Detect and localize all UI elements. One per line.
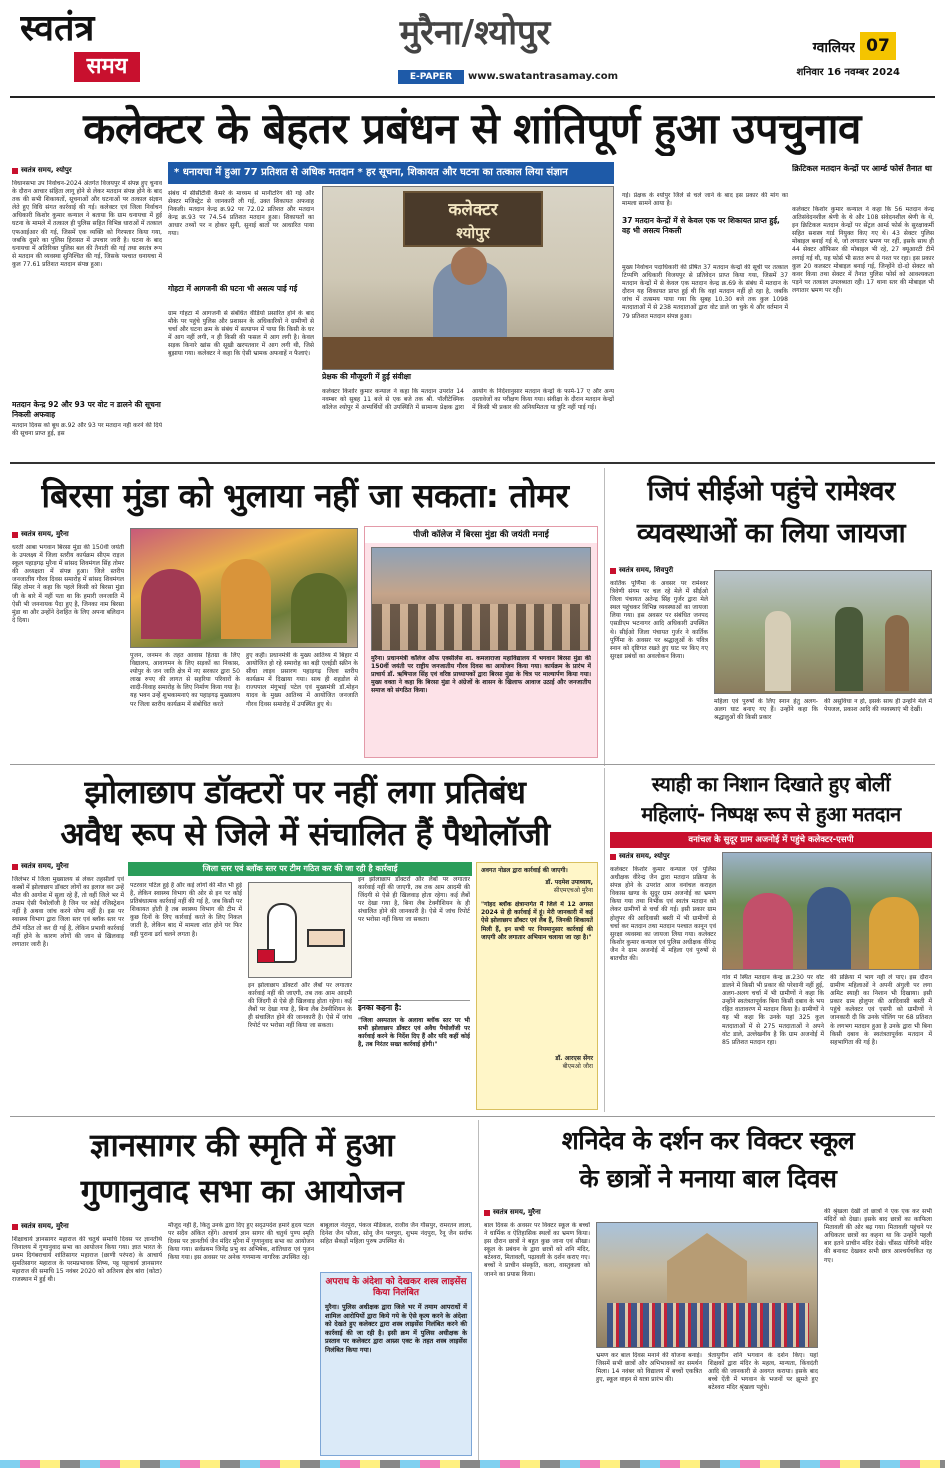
main-col4: गई। प्रेक्षक के श्योपुर जिले से चले जाने के बाद इस प्रकार की मांग का मामला सामने आया है।: [622, 192, 788, 208]
masthead-rule: [10, 96, 935, 98]
print-color-strip: [0, 1460, 945, 1468]
student-group: [607, 1303, 809, 1348]
gs-headline2: गुणानुवाद सभा का आयोजन: [80, 1172, 404, 1210]
gs-col2: मौजूद नहीं है, किंतु उनके द्वारा दिए हुए सद्उपदेश हमारे हृदय पटल पर सदैव अंकित रहेंगे। आचार्य ज्ञान सागर की चतुर्थ पुण्य स्मृति दिवस पर ज्ञानतीर्थ जैन मंदिर मुरैना में गुणानुवाद सभा का आयोजन किया गया। सर्वप्रथम जिनेंद्र प्रभु का अभिषेक, शांतिधारा एवं पूजन किया गया। इस अवसर पर अनेक गणमान्य नागरिक उपस्थित रहे।: [168, 1222, 314, 1262]
crowd-shape-2: [221, 559, 271, 639]
jc-col4: "गोहद ब्लॉक क्षेत्रान्तर्गत मैं जिले में 12 अगस्त 2024 से ही कार्रवाई में हूं। मेरी जानकारी में कई ऐसे झोलाछाप डॉक्टर एवं लैब हैं, जिनकी शिकायतें मिली हैं, इन सभी पर नियमानुसार कार्रवाई की जाएगी और लगातार अभियान चलाया जा रहा है।": [481, 901, 593, 941]
byline-marker: [484, 1210, 490, 1216]
jc-col1: जिलेभर में जिला मुख्यालय से लेकर तहसीलों एवं कस्बों में झोलाछाप डॉक्टर लोगों का इलाज कर उन्हें मौत की आगोश में सुला रहे हैं, तो वहीं जिले भर में तमाम ऐसी पैथोलॉजी है जिन पर कोई रजिस्ट्रेशन नहीं है अथवा जांच करने योग्य नहीं है। इस पर स्वास्थ्य विभाग द्वारा जिला स्तर एवं ब्लॉक स्तर पर टीमें गठित तो कर दी गई है, लेकिन प्रभावी कार्रवाई नहीं होने के कारण लोगों की जान से खिलवाड़ लगातार जारी है।: [12, 876, 124, 948]
collector-photo: [322, 186, 614, 370]
cartoon-bag: [257, 949, 275, 963]
main-sub1: मतदान केन्द्र 92 और 93 पर वोट न डालने की सूचना निकली अफवाह: [12, 400, 161, 419]
jc-sig1-name: डॉ. पदमेश उपाध्याय,: [545, 879, 593, 887]
swahi-col1: कलेक्टर किशोर कुमार कन्याल एवं पुलिस अधीक्षक वीरेन्द्र जैन द्वारा मतदान प्रक्रिया के संपन्न होने के उपरांत आज वनांचल कराहल विकास खण्ड के सुदूर ग्राम अजनोई का भ्रमण किया गया तथा निर्भीक एवं स्वतंत्र मतदान को लेकर ग्रामीणों से चर्चा की गई। इसी प्रकार ग्राम होलुपर की आदिवासी बस्ती में भी ग्रामीणों से चर्चा कर मतदान तथा मतदान पश्चात कानून एवं सुरक्षा व्यवस्था का जायजा लिया गया। कलेक्टर किशोर कुमार कन्याल एवं पुलिस अधीक्षक वीरेन्द्र जैन ने ग्राम अजनोई में महिला एवं पुरुषों से बातचीत की।: [610, 866, 716, 963]
logo-line1: स्वतंत्र: [20, 7, 95, 49]
gs-col1: शिक्षाचार्य ज्ञानसागर महाराज की चतुर्थ समाधि दिवस पर ज्ञानतीर्थ जिनालय में गुणानुवाद सभा का आयोजन किया गया। ज्ञात भारत के प्रथम दिगंबराचार्य शांतिसागर महाराज (छाणी परंपरा) के आचार्य सुमतिसागर महाराज के परमप्रभावक शिष्य, पट्ट पट्टाचार्य ज्ञानसागर महाराज की समाधि 15 नवंबर 2020 को अतिशय क्षेत्र बांरा (कोटा) राजस्थान में हुई थी।: [12, 1236, 162, 1284]
birsa-col2: पूजन, जनमन के तहत आवास हितग्रा के लिए विद्यालय, आवागमन के लिए सड़कों का निकास, श्योपुर के जन जाति क्षेत्र में नए सरकार द्वारा 50 लाख रुपए की लागत से सहरिया परिवारों के शादी-विवाह समारोह के लिए निर्माण किया गया है। यह भवन उन्हें शुभकामनाएं का पहाड़गढ़ मुख्यालय पर जिला स्तरीय कार्यक्रम में संबोधित करते: [130, 652, 240, 708]
photo-caption-bar: [322, 372, 614, 386]
main-sub2: गोहटा में आगजनी की घटना भी असत्य पाई गई: [168, 284, 298, 293]
zp-headline1: जिपं सीईओ पहुंचे रामेश्वर: [647, 476, 895, 507]
arms-license-head: अपराध के अंदेशा को देखकर शस्त्र लाइसेंस किया निलंबित: [325, 1277, 467, 1298]
pg-college-head: पीजी कॉलेज में बिरसा मुंडा की जयंती मनाई: [365, 527, 597, 543]
newspaper-logo: [14, 6, 154, 88]
zp-byline: [610, 566, 730, 575]
logo-line2: समय: [74, 52, 140, 82]
arms-license-text: मुरैना। पुलिस अधीक्षक द्वारा जिले भर में तमाम आपराधों में शामिल आरोपियों द्वारा किये गये के ऐसे कृत्य करने के अंदेशा को देखते हुए कलेक्टर द्वारा शस्त्र लाइसेंस निलंबित करने की कार्रवाई की जा रही है। इसी क्रम में पुलिस अधीक्षक के प्रस्ताव पर कलेक्टर द्वारा आम्र्स एक्ट के तहत शस्त्र लाइसेंस निलंबित किया गया।: [325, 1303, 467, 1354]
main-byline: [12, 166, 162, 175]
byline-marker: [610, 854, 616, 860]
section-rule-2: [10, 764, 935, 765]
jc-quote-text: "जिला अस्पताल के अलावा ब्लॉक स्तर पर भी सभी झोलाछाप डॉक्टर एवं अवैध पैथोलॉजी पर कार्रवाई करने के निर्देश दिए हैं और यदि कहीं कोई है, तब निरंतर सख्त कार्रवाई होगी।": [358, 1016, 470, 1048]
main-strap: * धनायचा में हुआ 77 प्रतिशत से अधिक मतदान * हर सूचना, शिकायत और घटना का तत्काल लिया संज्ञान: [168, 162, 614, 184]
section-divider-v2: [604, 768, 605, 1112]
jc-col3: इन झोलाछाप डॉक्टरों और लैबों पर लगातार कार्रवाई नहीं की जाएगी, तब तक आम आदमी की जिंदगी से ऐसे ही खिलवाड़ होता रहेगा। कई लैबों पर देखा गया है, बिना लैब टेक्नीशियन के ही संचालित होने की जानकारी है। ऐसे में जांच रिपोर्ट पर भरोसा नहीं किया जा सकता।: [248, 982, 352, 1030]
byline-marker: [610, 568, 616, 574]
main-sub3: 37 मतदान केन्द्रों में से केवल एक पर शिकायत प्राप्त हुई, वह भी असत्य निकली: [622, 216, 780, 235]
section-divider-v1: [604, 468, 605, 766]
main-headline: कलेक्टर के बेहतर प्रबंधन से शांतिपूर्ण हुआ उपचुनाव: [83, 104, 861, 153]
official-figure-1: [765, 611, 791, 691]
gs-byline: [12, 1222, 162, 1231]
birsa-col1: धरती आबा भगवान बिरसा मुंडा की 150वीं जयंती के उपलक्ष्य में जिला स्तरीय कार्यक्रम सीएम राइज स्कूल पहाड़गढ़ मुरैना में सांसद शिवमंगल सिंह तोमर की अध्यक्षता में संपन्न हुआ। जिले स्तरीय जनजातीय गौरव दिवस समारोह में सांसद शिवमंगल सिंह तोमर ने कहा कि पहले किसी को बिरसा मुंडा जी के बारे में नहीं पता था कि हमारी जनजाति में ऐसी भी जननायक पैदा हुए है, जिनका नाम बिरसा मुंडा था और उन्होंने देशहित के लिए अपना बलिदान दे दिया।: [12, 544, 124, 624]
pg-college-photo: [371, 547, 591, 651]
pg-college-text: मुरैना। प्रधानमंत्री कॉलेज ऑफ एक्सीलेंस शा. कमलाराजा महाविद्यालय में भगवान बिरसा मुंडा की 150वीं जयंती पर राष्ट्रीय जनजातीय गौरव दिवस का आयोजन किया गया। कार्यक्रम के प्रारंभ में प्राचार्य डॉ. ऋषिपाल सिंह एवं वरिष्ठ प्राध्यापकों द्वारा बिरसा मुंडा के चित्र पर माल्यार्पण किया गया। मुख्य वक्ता ने कहा कि बिरसा मुंडा ने अंग्रेजों के शासन के खिलाफ आवाज उठाई और जनजातीय समाज को संगठित किया।: [371, 655, 591, 695]
signboard-line1: कलेक्टर: [448, 200, 498, 220]
section-rule-3: [10, 1116, 935, 1117]
sd-col1: बाल दिवस के अवसर पर विक्टर स्कूल के बच्चों ने धार्मिक व ऐतिहासिक स्थलों का भ्रमण किया। इस दौरान छात्रों ने बहुत कुछ जाना एवं सीखा। स्कूल के प्रबंधन के द्वारा छात्रों को शनि मंदिर, बटेश्वरा, मितावली, पढ़ावली के दर्शन कराए गए। बच्चों ने प्राचीन संस्कृति, कला, वास्तुकला को जानने का प्रयास किया।: [484, 1222, 590, 1278]
jc-quote-box: [358, 1000, 470, 1110]
main-byline-text: स्वतंत्र समय, श्योपुर: [21, 166, 72, 174]
temple-structure: [667, 1233, 747, 1303]
main-col3: कलेक्टर किशोर कुमार कन्याल ने कहा कि मतदान उपरांत 14 नवम्बर को सुबह 11 बजे से एक बजे तक श्री. पॉलीटेक्निक कॉलेज श्योपुर में अभ्यर्थियों की उपस्थिति में सामान्य प्रेक्षक द्वारा आयोग के निर्देशानुसार मतदान केन्द्रों के फार्म-17 ए और अन्य दस्तावेजों का परीक्षण किया गया। संवीक्षा के दौरान मतदान केन्द्रों में किसी भी प्रकार की अनियमितता या त्रुटि नहीं पाई गई।: [322, 388, 614, 412]
birsa-headline: बिरसा मुंडा को भुलाया नहीं जा सकता: तोमर: [41, 476, 569, 515]
birsa-col3: हुए कही। प्रधानमंत्री के मुख्य आतिथ्य में बिहार में आयोजित हो रहे समारोह का बड़ी एलईडी स्क्रीन के सीधा लाइव प्रसारण पहाड़गढ़ जिला स्तरीय कार्यक्रम में दिखाया गया। साथ ही शहडोल से राज्यपाल मंगूभाई पटेल एवं मुख्यमंत्री डॉ.मोहन यादव के मुख्य आतिथ्य में आयोजित जनजाति गौरव दिवस समारोह में उपस्थित हुए थे।: [246, 652, 358, 708]
zp-col3: की असुविधा न हो, इसके साथ ही उन्होंने मेले में पेयजल, प्रकाश आदि की व्यवस्थाएं भी देखीं।: [824, 698, 932, 714]
byline-marker: [12, 864, 18, 870]
jc-sig1-role: सीएमएचओ मुरैना: [553, 887, 593, 895]
masthead: [0, 0, 945, 98]
main-col5: कलेक्टर किशोर कुमार कन्याल ने कहा कि 56 मतदान केन्द्र अतिसंवेदनशील श्रेणी के थे और 108 संवेदनशील श्रेणी के थे, इन क्रिटिकल मतदान केन्द्रों पर सेंट्रल आर्म्ड फोर्स के सुरक्षाकर्मी सहित सशस्त्र गार्ड नियुक्त किए गए थे। 43 सेक्टर पुलिस मोबाइल बनाई गई थे, जो लगातार भ्रमण पर रहीं, इसके साथ ही 44 सेक्टर ऑफिसर की मोबाइल भी रहे, 27 क्यूआरटी टीमें लगाई गई थी, यह फोर्स भी सतत रूप से गश्त पर रहा। इस प्रकार कुल 20 कलस्टर मोबाइल बनाई गई, जिन्होंने दो-दो सेक्टर को कवर किया तथा सेक्टर में तैनात पुलिस फोर्स को आवश्यकता पड़ने पर तत्काल उपलब्धता रही। 17 थाना स्तर की मोबाइल भी लगातार भ्रमण पर रही।: [792, 206, 934, 294]
page-number: 07: [860, 32, 896, 60]
sd-col2: भ्रमण कर बाल दिवस मनाने की योजना बनाई। जिसमें सभी छात्रों और अभिभावकों का समर्थन मिला। 14 नवंबर को विद्यालय में बच्चों एकत्रित हुए, स्कूल वाहन से यात्रा प्रारंभ की।: [596, 1352, 702, 1384]
swahi-headline2: महिलाएं- निष्पक्ष रूप से हुआ मतदान: [641, 802, 901, 826]
villager-group-3: [869, 897, 919, 970]
section-rule-1: [10, 462, 935, 464]
swahi-col3: की प्रक्रिया में भाग नहीं ले पाए। इस दौरान ग्रामीण महिलाओं ने अपनी अंगुली पर लगा अमिट स्याही का निशान भी दिखाया। इसी प्रकार ग्राम होलुपर की आदिवासी बस्ती में पहुंचे कलेक्टर एवं एसपी को ग्रामीणों ने जानकारी दी कि उनके पोलिंग पर 68 प्रतिशत के लगभग मतदान हुआ है उनके द्वारा भी बिना किसी दबाव के स्वतंत्रतापूर्वक मतदान में सहभागिता की गई है।: [830, 974, 932, 1046]
arms-license-box: [320, 1272, 472, 1456]
sd-byline-text: स्वतंत्र समय, मुरैना: [493, 1208, 541, 1216]
issue-date: शनिवार 16 नवम्बर 2024: [796, 67, 900, 78]
main-sidebar-head: क्रिटिकल मतदान केन्द्रों पर आर्म्ड फोर्स तैनात था: [792, 164, 932, 173]
audience-rows: [372, 604, 591, 651]
jc-col2: पटरवार पटिल हुई है और कई लोगों की मौत भी हुई है, लेकिन स्वास्थ्य विभाग की ओर से इन पर कोई प्रतिबंधात्मक कार्रवाई नहीं की गई है, जब किसी पर शिकायत होती है तब स्वास्थ्य विभाग की टीम में कुछ दिनों के लिए कार्रवाई करते के लिए निकल जाती है, लेकिन बाद में मामला शांत होने पर फिर वही पुराना ढर्रा चलने लगता है।: [130, 882, 242, 938]
jc-col3-continued: इन झोलाछाप डॉक्टरों और लैबों पर लगातार कार्रवाई नहीं की जाएगी, तब तक आम आदमी की जिंदगी से ऐसे ही खिलवाड़ होता रहेगा। कई लैबों पर देखा गया है, बिना लैब टेक्नीशियन के ही संचालित होने की जानकारी है। ऐसे में जांच रिपोर्ट पर भरोसा नहीं किया जा सकता।: [358, 876, 470, 924]
official-figure-3: [885, 615, 909, 691]
villager-group-2: [807, 887, 851, 970]
jc-strap: जिला स्तर एवं ब्लॉक स्तर पर टीम गठित कर की जा रही है कार्रवाई: [128, 862, 472, 876]
crowd-shape-3: [291, 573, 347, 643]
main-col1-text: विधानसभा उप निर्वाचन-2024 अंतर्गत विजयपुर में संपन्न हुए चुनाव के दौरान आचार संहिता लागू होने से लेकर मतदान संपन्न होने के बाद तक की सभी शिकायतों, सूचनाओं और घटनाओं पर तत्काल संज्ञान लेते हुए विधि संगत कार्रवाई की गई। कलेक्टर एवं जिला निर्वाचन अधिकारी किशोर कुमार कन्याल ने बताया कि ग्राम धनायचा में हुई घटना के मामले में तत्काल ही पुलिस सहित विभिन्न धाराओं में तत्काल एफआईआर की गई, जिसमें एक व्यक्ति को गिरफ्तार किया गया, जबकि दूसरे का पुलिस हिरासत में उपचार जारी है। घटना के बाद धनायचा में अतिरिक्त पुलिस बल की तैनाती की गई तथा स्वतंत्र रूप से मतदान की व्यवस्था सुनिश्चित की गई, जिसके पश्चात धनायचा में कुल 77.61 प्रतिशत मतदान संपन्न हुआ।: [12, 180, 162, 268]
main-col1: [12, 180, 162, 390]
website-link[interactable]: www.swatantrasamay.com: [468, 71, 619, 82]
sd-headline2: के छात्रों ने मनाया बाल दिवस: [579, 1164, 837, 1193]
sd-headline1: शनिदेव के दर्शन कर विक्टर स्कूल: [561, 1126, 855, 1155]
zp-byline-text: स्वतंत्र समय, शिवपुरी: [619, 566, 674, 574]
section-divider-v3: [478, 1120, 479, 1460]
jc-cartoon: [248, 882, 352, 978]
main-col4b: मुख्य निर्वाचन पदाधिकारी की प्रेषित 37 मतदान केन्द्रों की सूची पर तत्काल टिप्पणि अधिकारी विजयपुर से प्रतिवेदन प्राप्त किया गया, जिसमें 37 मतदान केन्द्रों में से केवल एक मतदान केन्द्र क्र.69 के संबंध में मतदान के दौरान यह शिकायत प्राप्त हुई थी कि वहां मतदान नहीं हो रहा है, जबकि जांच में तत्समय पाया गया कि सुबह 10.30 बजे तक कुल 1098 मतदाताओं में से 238 मतदाताओं द्वारा वोट डाले जा चुके थे और वर्तमान में 79 प्रतिशत मतदान संपन्न हुआ।: [622, 264, 788, 320]
pg-college-box: [364, 526, 598, 758]
main-col1b: मतदान दिवस को बूथ क्र.92 और 93 पर मतदान नहीं करने की दिये की सूचना प्राप्त हुई, इस: [12, 422, 162, 438]
jc-sig2-role: बीएमओ जौरा: [562, 1063, 593, 1071]
byline-marker: [12, 168, 18, 174]
jc-headline2: अवैध रूप से जिले में संचालित हैं पैथोलॉजी: [60, 815, 550, 853]
swahi-headline1: स्याही का निशान दिखाते हुए बोलीं: [651, 772, 891, 796]
villager-group-1: [743, 893, 793, 970]
gs-col3: बाबूलाल नंदपुरा, पंकज मेडिकल, राजीव जैन गौसपुर, रामरतन लाला, दिनेश जैन फौजा, सोनू जैन पलपुरा, शुभम नंदपुरा, रैनू जैन सर्राफ सहित सैकड़ों महिला पुरुष उपस्थित थे।: [320, 1222, 472, 1246]
collector-photo-caption: प्रेक्षक की मौजूदगी में हुई संवीक्षा: [322, 372, 411, 381]
jc-officials-box: [476, 862, 598, 1110]
jc-sig2-name: डॉ. आरएस सेंगर: [555, 1055, 593, 1063]
byline-marker: [12, 1224, 18, 1230]
jc-col4-top: अवगत नोडल द्वारा कार्रवाई की जाएगी।: [481, 867, 568, 874]
jc-quote-head: इनका कहना है:: [358, 1003, 402, 1012]
sd-col3: त्रेतायुगीन शनि भगवान के दर्शन किए। यहां शिक्षकों द्वारा मंदिर के महत्व, मान्यता, किंवदंती आदि की जानकारी से अवगत कराया। इसके बाद बच्चे ऐंती में भगवान के भजनों पर झूमते हुए बटेश्वरा मंदिर श्रृंखला पहुंचे।: [708, 1352, 818, 1392]
edition-title: मुरैना/श्योपुर: [399, 13, 551, 53]
jc-col3b: [358, 876, 470, 996]
zp-inspection-photo: [714, 570, 932, 694]
city-label: ग्वालियर: [812, 40, 855, 56]
office-signboard: [403, 191, 543, 247]
sd-byline: [484, 1208, 604, 1217]
jc-headline1: झोलाछाप डॉक्टरों पर नहीं लगा प्रतिबंध: [84, 773, 526, 811]
epaper-badge: E-PAPER: [398, 70, 464, 84]
swahi-byline: [610, 852, 730, 861]
sd-temple-photo: [596, 1222, 818, 1348]
collector-head: [451, 247, 487, 285]
birsa-event-photo: [130, 528, 358, 648]
birsa-byline-text: स्वतंत्र समय, मुरैना: [21, 530, 69, 538]
crowd-shape-1: [141, 569, 201, 639]
main-col2: संबंध में सीसीटीवी कैमरे के माध्यम से मानीटरिंग की गई और सेक्टर मजिस्ट्रेट से जानकारी ली गई, उक्त शिकायत अफवाह निकली। मतदान केन्द्र क्र.92 पर 72.02 प्रतिशत और मतदान केन्द्र क्र.93 पर 74.54 प्रतिशत मतदान हुआ। शिकायतों का आधार तथ्यों पर न होकर सुनी, सुनाई बातों पर आधारित पाया गया।: [168, 190, 314, 238]
jc-byline-text: स्वतंत्र समय, मुरैना: [21, 862, 69, 870]
cartoon-patient: [307, 929, 345, 947]
sd-col4: की श्रृंखला देखी तो छात्रों ने एक एक कर सभी मंदिरों को देखा। इसके बाद छात्रों का काफिला मितावली की ओर बढ़ गया। मितावली पहुंचने पर अधिकतर छात्रों का कहना था कि उन्होंने पहली बार इतने प्राचीन मंदिर देखे। चौंसठ योगिनी मंदिर की बनावट देखकर सभी छात्र आश्चर्यचकित रह गए।: [824, 1208, 932, 1264]
zp-headline2: व्यवस्थाओं का लिया जायजा: [636, 518, 906, 549]
official-figure-2: [835, 607, 863, 691]
main-col2b: ग्राम गोहटा में आगजनी से संबंधित वीडियो प्रसारित होने के बाद मौके पर पहुंचे पुलिस और प्रशासन के अधिकारियों ने ग्रामीणों से चर्चा और घटना क्रम के संबंध में सत्यापन में पाया कि किसी के घर में आग नहीं लगी, न ही किसी की फसल में आग लगी है। केवल सड़क किनारे खांस की सूखी खरपतवार में आग लगी थी, जिसे बुझाया गया। कलेक्टर ने कहा कि ऐसी भ्रामक अफवाहें न फैलाएं।: [168, 310, 314, 358]
gs-headline1: ज्ञानसागर की स्मृति में हुआ: [90, 1126, 394, 1164]
gs-byline-text: स्वतंत्र समय, मुरैना: [21, 1222, 69, 1230]
byline-marker: [12, 532, 18, 538]
office-desk: [323, 337, 614, 370]
swahi-byline-text: स्वतंत्र समय, श्योपुर: [619, 852, 670, 860]
swahi-village-photo: [722, 852, 932, 970]
swahi-strap: वनांचल के सुदूर ग्राम अजनोई में पहुंचे कलेक्टर-एसपी: [610, 832, 932, 848]
swahi-col2: गांव में स्थित मतदान केन्द्र क्र.230 पर वोट डालने में किसी भी प्रकार की परेशानी नहीं हुई, अलग-अलग चर्चा में भी ग्रामीणों ने कहा कि उन्होंने स्वतंत्रतापूर्वक बिना किसी दबाव के भय रहित वातावरण में मतदान किया है। ग्रामीणों ने यह भी कहा कि उनके यहां 325 कुल मतदाताओं में से 275 मतदाताओं ने अपने वोट डाले, उल्लेखनीय है कि ग्राम अजनोई में 85 प्रतिशत मतदान रहा।: [722, 974, 824, 1046]
zp-col2: महिला एवं पुरुषों के लिए स्नान हेतु अलग-अलग घाट बनाए गए हैं। उन्होंने कहा कि श्रद्धालुओं की किसी प्रकार: [714, 698, 818, 722]
zp-col1: कार्तिक पूर्णिमा के अवसर पर रामेश्वर त्रिवेणी संगम पर चल रहे मेले में सीईओ जिला पंचायत अतेन्द्र सिंह गुर्जर द्वारा मेले स्थल पहुंचकर विभिन्न व्यवस्थाओं का जायजा लिया गया। इस अवसर पर संबंधित जनपद एसडीएम भटनागर आदि अधिकारी उपस्थित थे। सीईओ जिला पंचायत गुर्जर ने कार्तिक पूर्णिमा के अवसर पर श्रद्धालुओं के पवित्र स्नान को दृष्टिगत रखते हुए घाट पर किए गए सुरक्षा प्रबंधों का अवलोकन किया।: [610, 580, 708, 660]
signboard-line2: श्योपुर: [456, 224, 490, 242]
jc-byline: [12, 862, 132, 871]
